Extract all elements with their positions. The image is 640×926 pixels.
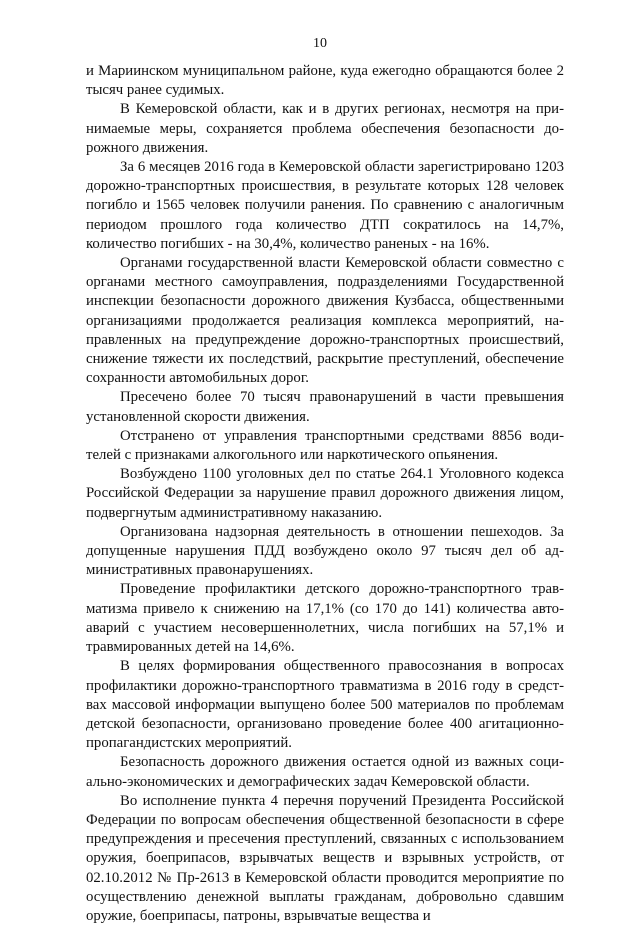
paragraph-media-awareness: В целях формирования общественного правосознания в вопросах профилактики дорожно-транспортного травматизма в 2016 году в средствах массовой информации выпущено более 500 материалов по проблемам детской безопасности, организовано проведение более 400 агитационно-пропагандистских мероприятий. xyxy=(86,658,564,752)
paragraph-accident-statistics: За 6 месяцев 2016 года в Кемеровской области зарегистрировано 1203 дорожно-транспортных происшествия, в результате которых 128 человек погибло и 1565 человек получили ранения. По сравнению с аналогичным периодом прошлого года количество ДТП сократилось на 14,7%, количество погибших - на 30,4%, количество раненых - на 16%. xyxy=(86,159,564,252)
paragraph-child-injury-prevention: Проведение профилактики детского дорожно-транспортного травматизма привело к снижению на 17,1% (со 170 до 141) количества автоаварий с участием несовершеннолетних, числа погибших на 57,1% и травмированных детей на 14,6%. xyxy=(86,581,564,656)
page-number: 10 xyxy=(313,36,327,51)
paragraph-continuation: и Мариинском муниципальном районе, куда ежегодно обращаются более 2 тысяч ранее судимых. xyxy=(86,63,564,99)
paragraph-authorities-measures: Органами государственной власти Кемеровской области совместно с органами местного самоуправления, подразделениями Государственной инспекции безопасности дорожного движения Кузбасса, общественными организациями продолжается реализация комплекса мероприятий, направленных на предупреждение дорожно-транспортных происшествий, снижение тяжести их последствий, раскрытие преступлений, обеспечение сохранности автомобильных дорог. xyxy=(86,255,564,387)
paragraph-weapons-buyback: Во исполнение пункта 4 перечня поручений Президента Российской Федерации по вопросам обеспечения общественной безопасности в сфере предупреждения и пресечения преступлений, связанных с использованием оружия, боеприпасов, взрывчатых веществ и взрывных устройств, от 02.10.2012 № Пр-2613 в Кемеровской области проводится мероприятие по осуществлению денежной выплаты гражданам, добровольно сдавшим оружие, боеприпасы, патроны, взрывчатые вещества и xyxy=(86,792,564,924)
document-body xyxy=(86,62,564,926)
paragraph-safety-priority: Безопасность дорожного движения остается одной из важных социально-экономических и демографических задач Кемеровской области. xyxy=(86,754,564,790)
paragraph-road-safety-problem: В Кемеровской области, как и в других регионах, несмотря на принимаемые меры, сохраняется проблема обеспечения безопасности дорожного движения. xyxy=(86,101,564,156)
paragraph-criminal-cases: Возбуждено 1100 уголовных дел по статье 264.1 Уголовного кодекса Российской Федерации за нарушение правил дорожного движения лицом, подвергнутым административному наказанию. xyxy=(86,466,564,521)
paragraph-drunk-drivers: Отстранено от управления транспортными средствами 8856 водителей с признаками алкогольного или наркотического опьянения. xyxy=(86,427,564,464)
paragraph-speeding-violations: Пресечено более 70 тысяч правонарушений в части превышения установленной скорости движения. xyxy=(86,389,564,425)
paragraph-pedestrian-oversight: Организована надзорная деятельность в отношении пешеходов. За допущенные нарушения ПДД возбуждено около 97 тысяч дел об административных правонарушениях. xyxy=(86,523,564,579)
